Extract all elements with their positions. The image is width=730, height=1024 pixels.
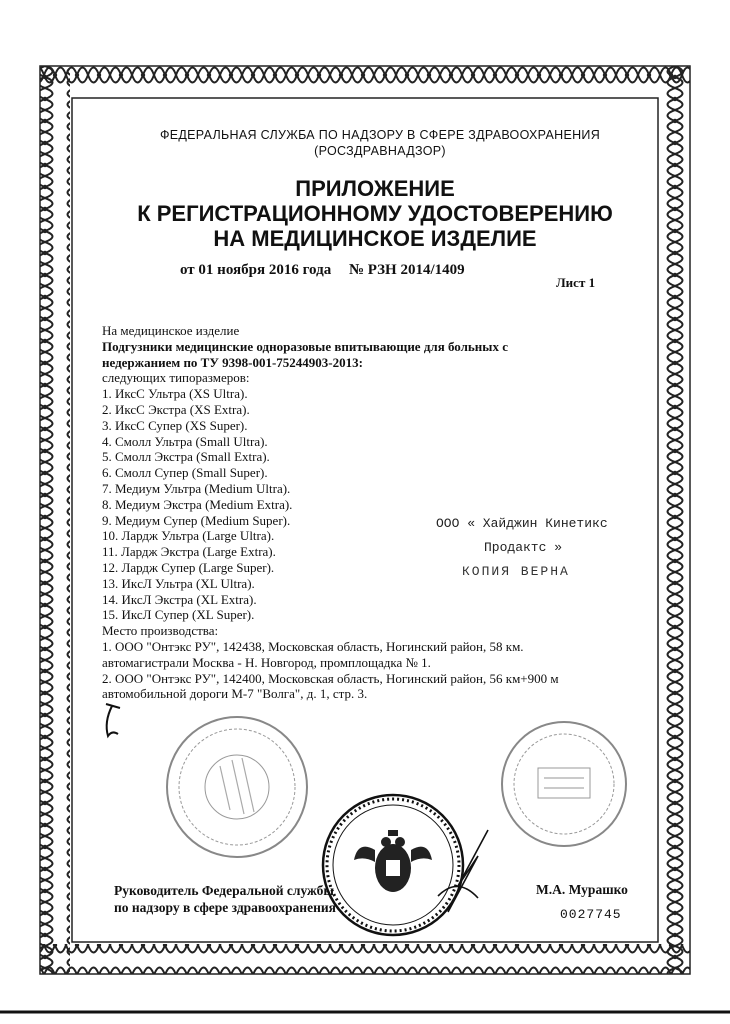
official-seal-icon (318, 790, 468, 940)
signatory-name: М.А. Мурашко (536, 882, 628, 897)
serial-number: 0027745 (560, 907, 622, 922)
issue-date: от 01 ноября 2016 года (180, 262, 332, 278)
document-subtitle-2: НА МЕДИЦИНСКОЕ ИЗДЕЛИЕ (213, 226, 537, 251)
list-item: 5. Смолл Экстра (Small Extra). (102, 449, 270, 465)
signatory-title-line-1: Руководитель Федеральной службы (114, 883, 334, 898)
list-item: 6. Смолл Супер (Small Super). (102, 465, 268, 481)
agency-name: ФЕДЕРАЛЬНАЯ СЛУЖБА ПО НАДЗОРУ В СФЕРЕ ЗДРАВООХРАНЕНИЯ (159, 128, 601, 142)
sizes-header: следующих типоразмеров: (102, 370, 250, 386)
place-line: 1. ООО "Онтэкс РУ", 142438, Московская область, Ногинский район, 58 км. (102, 638, 524, 654)
registration-number: № РЗН 2014/1409 (348, 262, 465, 278)
place-line: автомагистрали Москва - Н. Новгород, промплощадка № 1. (102, 654, 431, 670)
company-seal-left-icon (162, 712, 312, 862)
place-line: 2. ООО "Онтэкс РУ", 142400, Московская область, Ногинский район, 56 км+900 м (102, 670, 559, 686)
place-line: автомобильной дороги М-7 "Волга", д. 1, стр. 3. (102, 686, 368, 702)
list-item: 4. Смолл Ультра (Small Ultra). (102, 433, 268, 449)
list-item: 11. Лардж Экстра (Large Extra). (102, 544, 276, 560)
list-item: 10. Лардж Ультра (Large Ultra). (102, 528, 275, 544)
list-item: 3. ИксС Супер (XS Super). (102, 417, 248, 433)
product-line-1: Подгузники медицинские одноразовые впитывающие для больных с (102, 338, 508, 354)
copy-certification-stamp (436, 512, 608, 584)
list-item: 15. ИксЛ Супер (XL Super). (102, 607, 255, 623)
company-seal-right-icon (498, 718, 630, 850)
stamp-company-line: ООО « Хайджин Кинетикс (436, 516, 608, 531)
signatory-title (114, 882, 336, 916)
sheet-number: Лист 1 (556, 275, 596, 290)
document-title: ПРИЛОЖЕНИЕ (295, 176, 455, 201)
agency-abbreviation: (РОСЗДРАВНАДЗОР) (314, 144, 446, 158)
intro-text: На медицинское изделие (102, 323, 240, 338)
sizes-list (102, 386, 572, 623)
list-item: 9. Медиум Супер (Medium Super). (102, 512, 291, 528)
date-line (180, 262, 479, 279)
document-subtitle-1: К РЕГИСТРАЦИОННОМУ УДОСТОВЕРЕНИЮ (137, 201, 613, 226)
list-item: 8. Медиум Экстра (Medium Extra). (102, 496, 293, 512)
product-line-2: недержанием по ТУ 9398-001-75244903-2013: (102, 354, 363, 370)
stamp-company-line-2: Продактс » (484, 540, 563, 555)
stamp-copy-true: КОПИЯ ВЕРНА (462, 564, 570, 579)
place-header: Место производства: (102, 623, 219, 639)
list-item: 13. ИкcЛ Ультра (XL Ultra). (102, 575, 255, 591)
list-item: 12. Лардж Супер (Large Super). (102, 559, 275, 575)
list-item: 2. ИксС Экстра (XS Extra). (102, 401, 250, 417)
handwritten-mark-icon (98, 700, 128, 740)
list-item: 7. Медиум Ультра (Medium Ultra). (102, 480, 291, 496)
list-item: 14. ИксЛ Экстра (XL Extra). (102, 591, 257, 607)
list-item: 1. ИксС Ультра (XS Ultra). (102, 386, 248, 402)
signatory-title-line-2: по надзору в сфере здравоохранения (114, 900, 336, 915)
